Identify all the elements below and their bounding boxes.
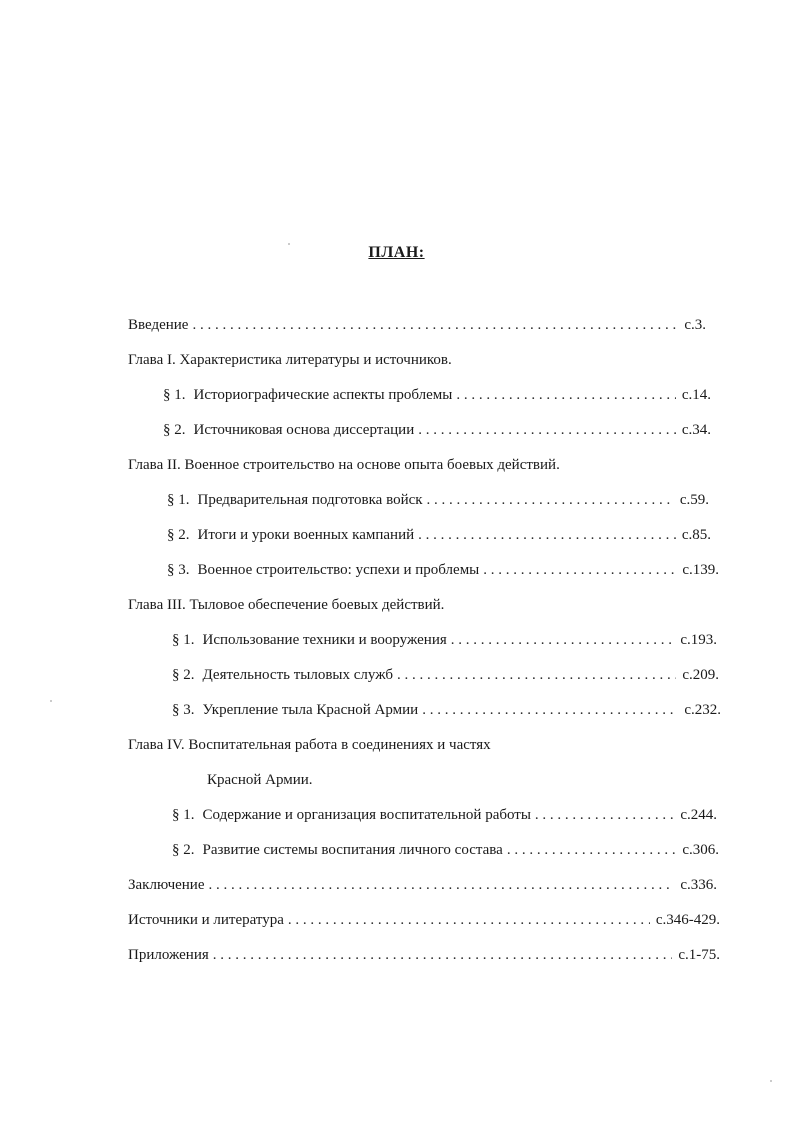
toc-leader-dots: [209, 875, 675, 895]
toc-entry-label: [172, 665, 393, 685]
toc-entry-label: [163, 385, 452, 405]
toc-section-1-1: [163, 385, 711, 405]
toc-leader-dots: [213, 945, 673, 965]
section-number: § 1.: [172, 807, 195, 823]
toc-entry-label: [167, 560, 479, 580]
toc-entry-label: Заключение: [128, 877, 205, 893]
toc-entry-label: Источники и литература: [128, 912, 284, 928]
toc-leader-dots: [427, 490, 674, 510]
toc-section-2-3: [167, 560, 719, 580]
section-number: § 1.: [163, 387, 186, 403]
section-title: Источниковая основа диссертации: [193, 422, 415, 438]
section-number: § 3.: [172, 702, 195, 718]
toc-leader-dots: [507, 840, 677, 860]
toc-section-3-1: [172, 630, 717, 650]
page-title: ПЛАН:: [368, 244, 425, 261]
toc-leader-dots: [451, 630, 675, 650]
section-number: § 2.: [163, 422, 186, 438]
toc-entry-label: Введение: [128, 317, 189, 333]
toc-entry-page: с.139.: [682, 562, 719, 578]
toc-entry-page: с.34.: [681, 422, 711, 438]
toc-leader-dots: [422, 700, 678, 720]
toc-section-4-2: [172, 840, 719, 860]
toc-entry-page: с.306.: [682, 842, 719, 858]
toc-entry-label: [163, 420, 414, 440]
toc-leader-dots: [192, 315, 678, 335]
toc-entry-page: с.209.: [682, 667, 719, 683]
toc-leader-dots: [483, 560, 676, 580]
toc-chapter-4-title-continued: Красной Армии.: [207, 772, 313, 788]
toc-entry-page: с.336.: [680, 877, 717, 893]
toc-section-3-2: [172, 665, 719, 685]
toc-section-2-2: [167, 525, 711, 545]
section-number: § 3.: [167, 562, 190, 578]
section-title: Содержание и организация воспитательной работы: [202, 807, 531, 823]
toc-section-4-1: [172, 805, 717, 825]
toc-section-1-2: [163, 420, 711, 440]
toc-chapter-4-title: Глава IV. Воспитательная работа в соединениях и частях: [128, 737, 491, 753]
toc-leader-dots: [418, 420, 676, 440]
scan-speck: [50, 700, 52, 702]
toc-entry-page: с.244.: [680, 807, 717, 823]
toc-leader-dots: [397, 665, 676, 685]
section-title: Итоги и уроки военных кампаний: [197, 527, 415, 543]
toc-entry-page: с.3.: [684, 317, 706, 333]
toc-leader-dots: [418, 525, 676, 545]
toc-entry-label: [172, 805, 531, 825]
toc-entry-sources: [128, 910, 720, 930]
section-title: Развитие системы воспитания личного состава: [202, 842, 503, 858]
section-number: § 1.: [167, 492, 190, 508]
toc-entry-label: [167, 490, 423, 510]
scan-speck: [288, 243, 290, 245]
toc-entry-label: [172, 630, 447, 650]
toc-entry-label: [167, 525, 414, 545]
toc-entry-appendix: [128, 945, 720, 965]
toc-chapter-2-title: Глава II. Военное строительство на основе опыта боевых действий.: [128, 457, 560, 473]
toc-chapter-3-title: Глава III. Тыловое обеспечение боевых действий.: [128, 597, 445, 613]
toc-entry-page: с.1-75.: [678, 947, 720, 963]
toc-entry-page: с.59.: [679, 492, 709, 508]
toc-entry-label: [172, 700, 418, 720]
section-title: Историографические аспекты проблемы: [193, 387, 453, 403]
toc-entry-intro: [128, 315, 706, 335]
section-number: § 2.: [172, 667, 195, 683]
section-number: § 2.: [172, 842, 195, 858]
toc-entry-label: [172, 840, 503, 860]
toc-leader-dots: [456, 385, 675, 405]
toc-leader-dots: [288, 910, 650, 930]
toc-entry-page: с.193.: [680, 632, 717, 648]
toc-entry-page: с.346-429.: [655, 912, 720, 928]
toc-entry-page: с.14.: [681, 387, 711, 403]
toc-chapter-1-title: Глава I. Характеристика литературы и источников.: [128, 352, 452, 368]
toc-entry-page: с.232.: [684, 702, 721, 718]
section-title: Предварительная подготовка войск: [197, 492, 423, 508]
section-number: § 1.: [172, 632, 195, 648]
toc-section-3-3: [172, 700, 721, 720]
toc-entry-label: Приложения: [128, 947, 209, 963]
section-title: Военное строительство: успехи и проблемы: [197, 562, 480, 578]
section-title: Укрепление тыла Красной Армии: [202, 702, 419, 718]
toc-entry-page: с.85.: [681, 527, 711, 543]
section-number: § 2.: [167, 527, 190, 543]
toc-section-2-1: [167, 490, 709, 510]
toc-leader-dots: [535, 805, 674, 825]
scan-speck: [770, 1080, 772, 1082]
section-title: Деятельность тыловых служб: [202, 667, 393, 683]
section-title: Использование техники и вооружения: [202, 632, 447, 648]
toc-entry-conclusion: [128, 875, 717, 895]
